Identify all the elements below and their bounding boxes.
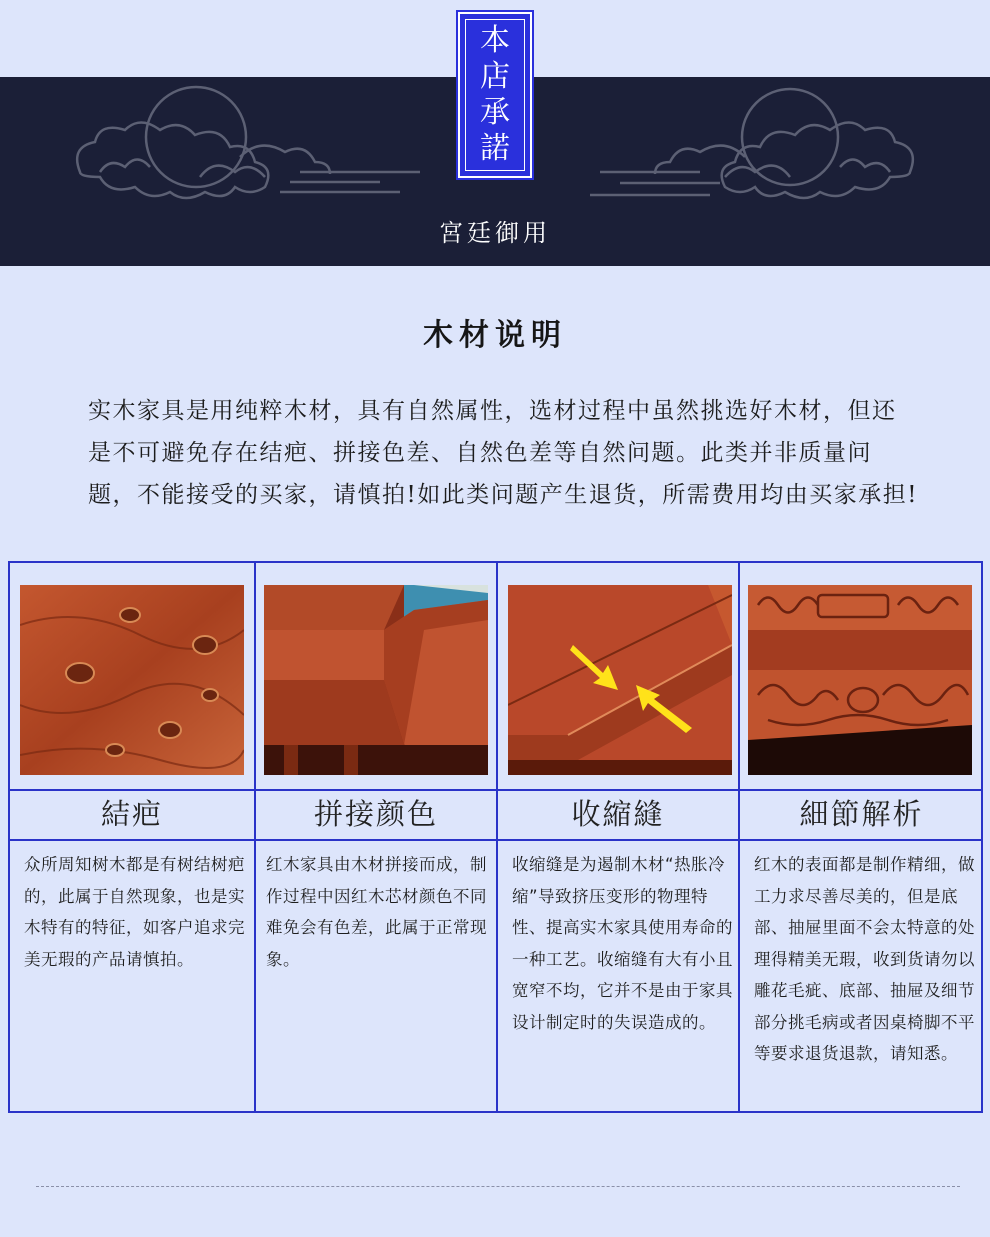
banner-subtitle: 宮廷御用 [439, 219, 551, 247]
moon-left-icon [146, 87, 246, 187]
seal-frame [465, 19, 525, 171]
wood-feature-table [8, 561, 983, 1113]
carving-detail-photo [748, 585, 972, 775]
seal-char: 本 [480, 23, 510, 58]
feature-description: 红木的表面都是制作精细，做工力求尽善尽美的，但是底部、抽屉里面不会太特意的处理得精美无瑕，收到货请勿以雕花毛疵、底部、抽屉及细节部分挑毛病或者因桌椅脚不平等要求退货退款，请知悉。 [754, 855, 975, 1063]
feature-column-knots [10, 563, 256, 1111]
seal-char: 承 [480, 95, 510, 130]
feature-title: 細節解析 [740, 789, 983, 841]
section-title: 木材说明 [423, 318, 567, 353]
feature-title: 收縮縫 [498, 789, 738, 841]
shop-promise-seal [458, 12, 532, 178]
seal-char: 諾 [480, 131, 510, 166]
intro-paragraph: 实木家具是用纯粹木材，具有自然属性，选材过程中虽然挑选好木材，但还是不可避免存在结疤、拼接色差、自然色差等自然问题。此类并非质量问题，不能接受的买家，请慎拍!如此类问题产生退货，所需费用均由买家承担! [88, 398, 918, 508]
shrink-seam-photo [508, 585, 732, 775]
feature-description: 红木家具由木材拼接而成，制作过程中因红木芯材颜色不同难免会有色差，此属于正常现象。 [266, 855, 487, 969]
wood-knot-photo [20, 585, 244, 775]
feature-description: 收缩缝是为遏制木材“热胀冷缩”导致挤压变形的物理特性、提高实木家具使用寿命的一种工艺。收缩缝有大有小且宽窄不均，它并不是由于家具设计制定时的失误造成的。 [512, 855, 733, 1032]
seal-char: 店 [480, 59, 510, 94]
cloud-right-icon [722, 123, 913, 199]
dashed-divider [36, 1186, 960, 1187]
feature-title: 結疤 [10, 789, 254, 841]
feature-column-joint-color [256, 563, 498, 1111]
feature-column-detail [740, 563, 983, 1111]
feature-title: 拼接颜色 [256, 789, 496, 841]
joint-color-photo [264, 585, 488, 775]
feature-description: 众所周知树木都是有树结树疤的，此属于自然现象，也是实木特有的特征，如客户追求完美无瑕的产品请慎拍。 [24, 855, 245, 969]
feature-column-shrink-seam [498, 563, 740, 1111]
